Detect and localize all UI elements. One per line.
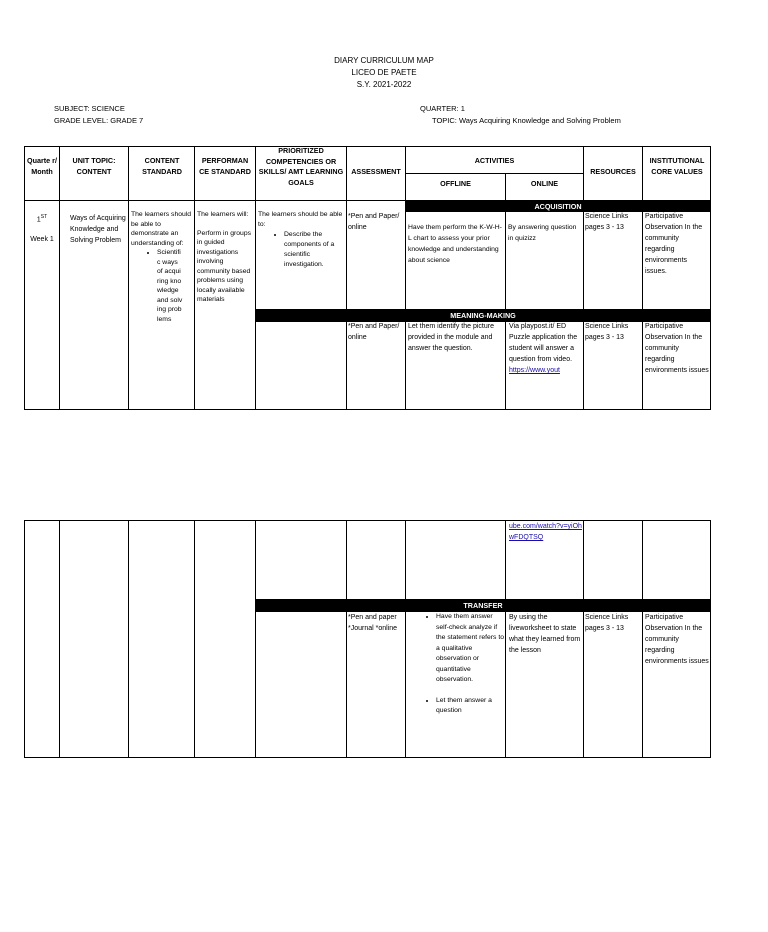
header-activities: ACTIVITIES (474, 156, 515, 165)
transfer-offline (408, 612, 504, 717)
competency-intro: The learners should be able to: (258, 211, 343, 228)
acquisition-core-values: Participative Observation In the community regarding environments issues. (645, 213, 703, 275)
header-online: ONLINE (530, 179, 559, 188)
meaning-core-values: Participative Observation In the community regarding environments issues (645, 323, 709, 374)
transfer-online: By using the liveworksheet to state what they learned from the lesson (509, 614, 581, 654)
header-quarter-month: Quarte r/ Month (27, 156, 57, 176)
header-offline: OFFLINE (440, 179, 471, 188)
phase-transfer: TRANSFER (255, 600, 711, 611)
phase-meaning-making: MEANING-MAKING (255, 310, 711, 321)
transfer-offline-item1: • Have them answer self-check analyze if the statement refers to a qualitative observation or quantitative observation. (436, 612, 504, 686)
subject-label: SUBJECT: SCIENCE (54, 104, 125, 113)
grade-level-label: GRADE LEVEL: GRADE 7 (54, 116, 144, 125)
meaning-resources: Science Links pages 3 - 13 (585, 323, 629, 341)
content-standard-item: • Scientific ways of acquiring knowledge and solving problems (157, 248, 183, 324)
header-resources: RESOURCES (590, 167, 636, 176)
content-standard-intro: The learners should be able to demonstrate an understanding of: (131, 211, 192, 247)
transfer-core-values: Participative Observation In the community regarding environments issues (645, 614, 709, 665)
acquisition-online: By answering question in quizizz (508, 224, 577, 242)
header-content-standard: CONTENT STANDARD (142, 156, 182, 176)
performance-body: Perform in groups in guided investigations involving community based problems using locally available materials (197, 229, 252, 303)
competencies (258, 210, 344, 270)
video-link-continued[interactable] (509, 521, 582, 543)
quarter-label: QUARTER: 1 (420, 104, 465, 113)
document-title: DIARY CURRICULUM MAP (334, 56, 434, 65)
performance-intro: The learners will: (197, 211, 249, 218)
school-year: S.Y. 2021-2022 (356, 80, 412, 89)
transfer-resources: Science Links pages 3 - 13 (585, 614, 629, 632)
header-assessment: ASSESSMENT (351, 167, 401, 176)
header-performance-standard: PERFORMAN CE STANDARD (199, 156, 251, 176)
video-link[interactable]: https://www.yout (509, 367, 560, 374)
unit-topic-content: Ways of Acquiring Knowledge and Solving Problem (70, 215, 126, 244)
video-link-continued-text[interactable]: ube.com/watch?v=yiOhwFDQTSQ (509, 523, 582, 541)
acquisition-assessment: *Pen and Paper/ online (348, 213, 400, 231)
topic-label: TOPIC: Ways Acquiring Knowledge and Solving Problem (432, 116, 621, 125)
acquisition-resources: Science Links pages 3 - 13 (585, 213, 629, 231)
performance-standard (197, 210, 253, 305)
transfer-offline-item2: • Let them answer a question (436, 696, 504, 717)
header-core-values: INSTITUTIONAL CORE VALUES (649, 156, 705, 176)
school-name: LICEO DE PAETE (351, 68, 417, 77)
meaning-assessment: *Pen and Paper/ online (348, 323, 400, 341)
content-standard (131, 210, 193, 324)
quarter-number: 1ST (36, 214, 48, 224)
transfer-assessment: *Pen and paper *Journal *online (348, 614, 398, 632)
phase-acquisition: ACQUISITION (405, 201, 711, 212)
competency-item: • Describe the components of a scientific investigation. (284, 230, 344, 270)
meaning-online-text: Via playpost.it/ ED Puzzle application the student will answer a question from video. (509, 323, 578, 363)
header-unit-topic: UNIT TOPIC: CONTENT (72, 156, 116, 176)
week-label: Week 1 (30, 236, 54, 243)
acquisition-offline: Have them perform the K-W-H-L chart to assess your prior knowledge and understanding about science (408, 224, 502, 264)
meaning-online (509, 321, 581, 376)
header-competencies: PRIORITIZED COMPETENCIES OR SKILLS/ AMT LEARNING GOALS (258, 146, 344, 187)
meaning-offline: Let them identify the picture provided in the module and answer the question. (408, 323, 494, 352)
